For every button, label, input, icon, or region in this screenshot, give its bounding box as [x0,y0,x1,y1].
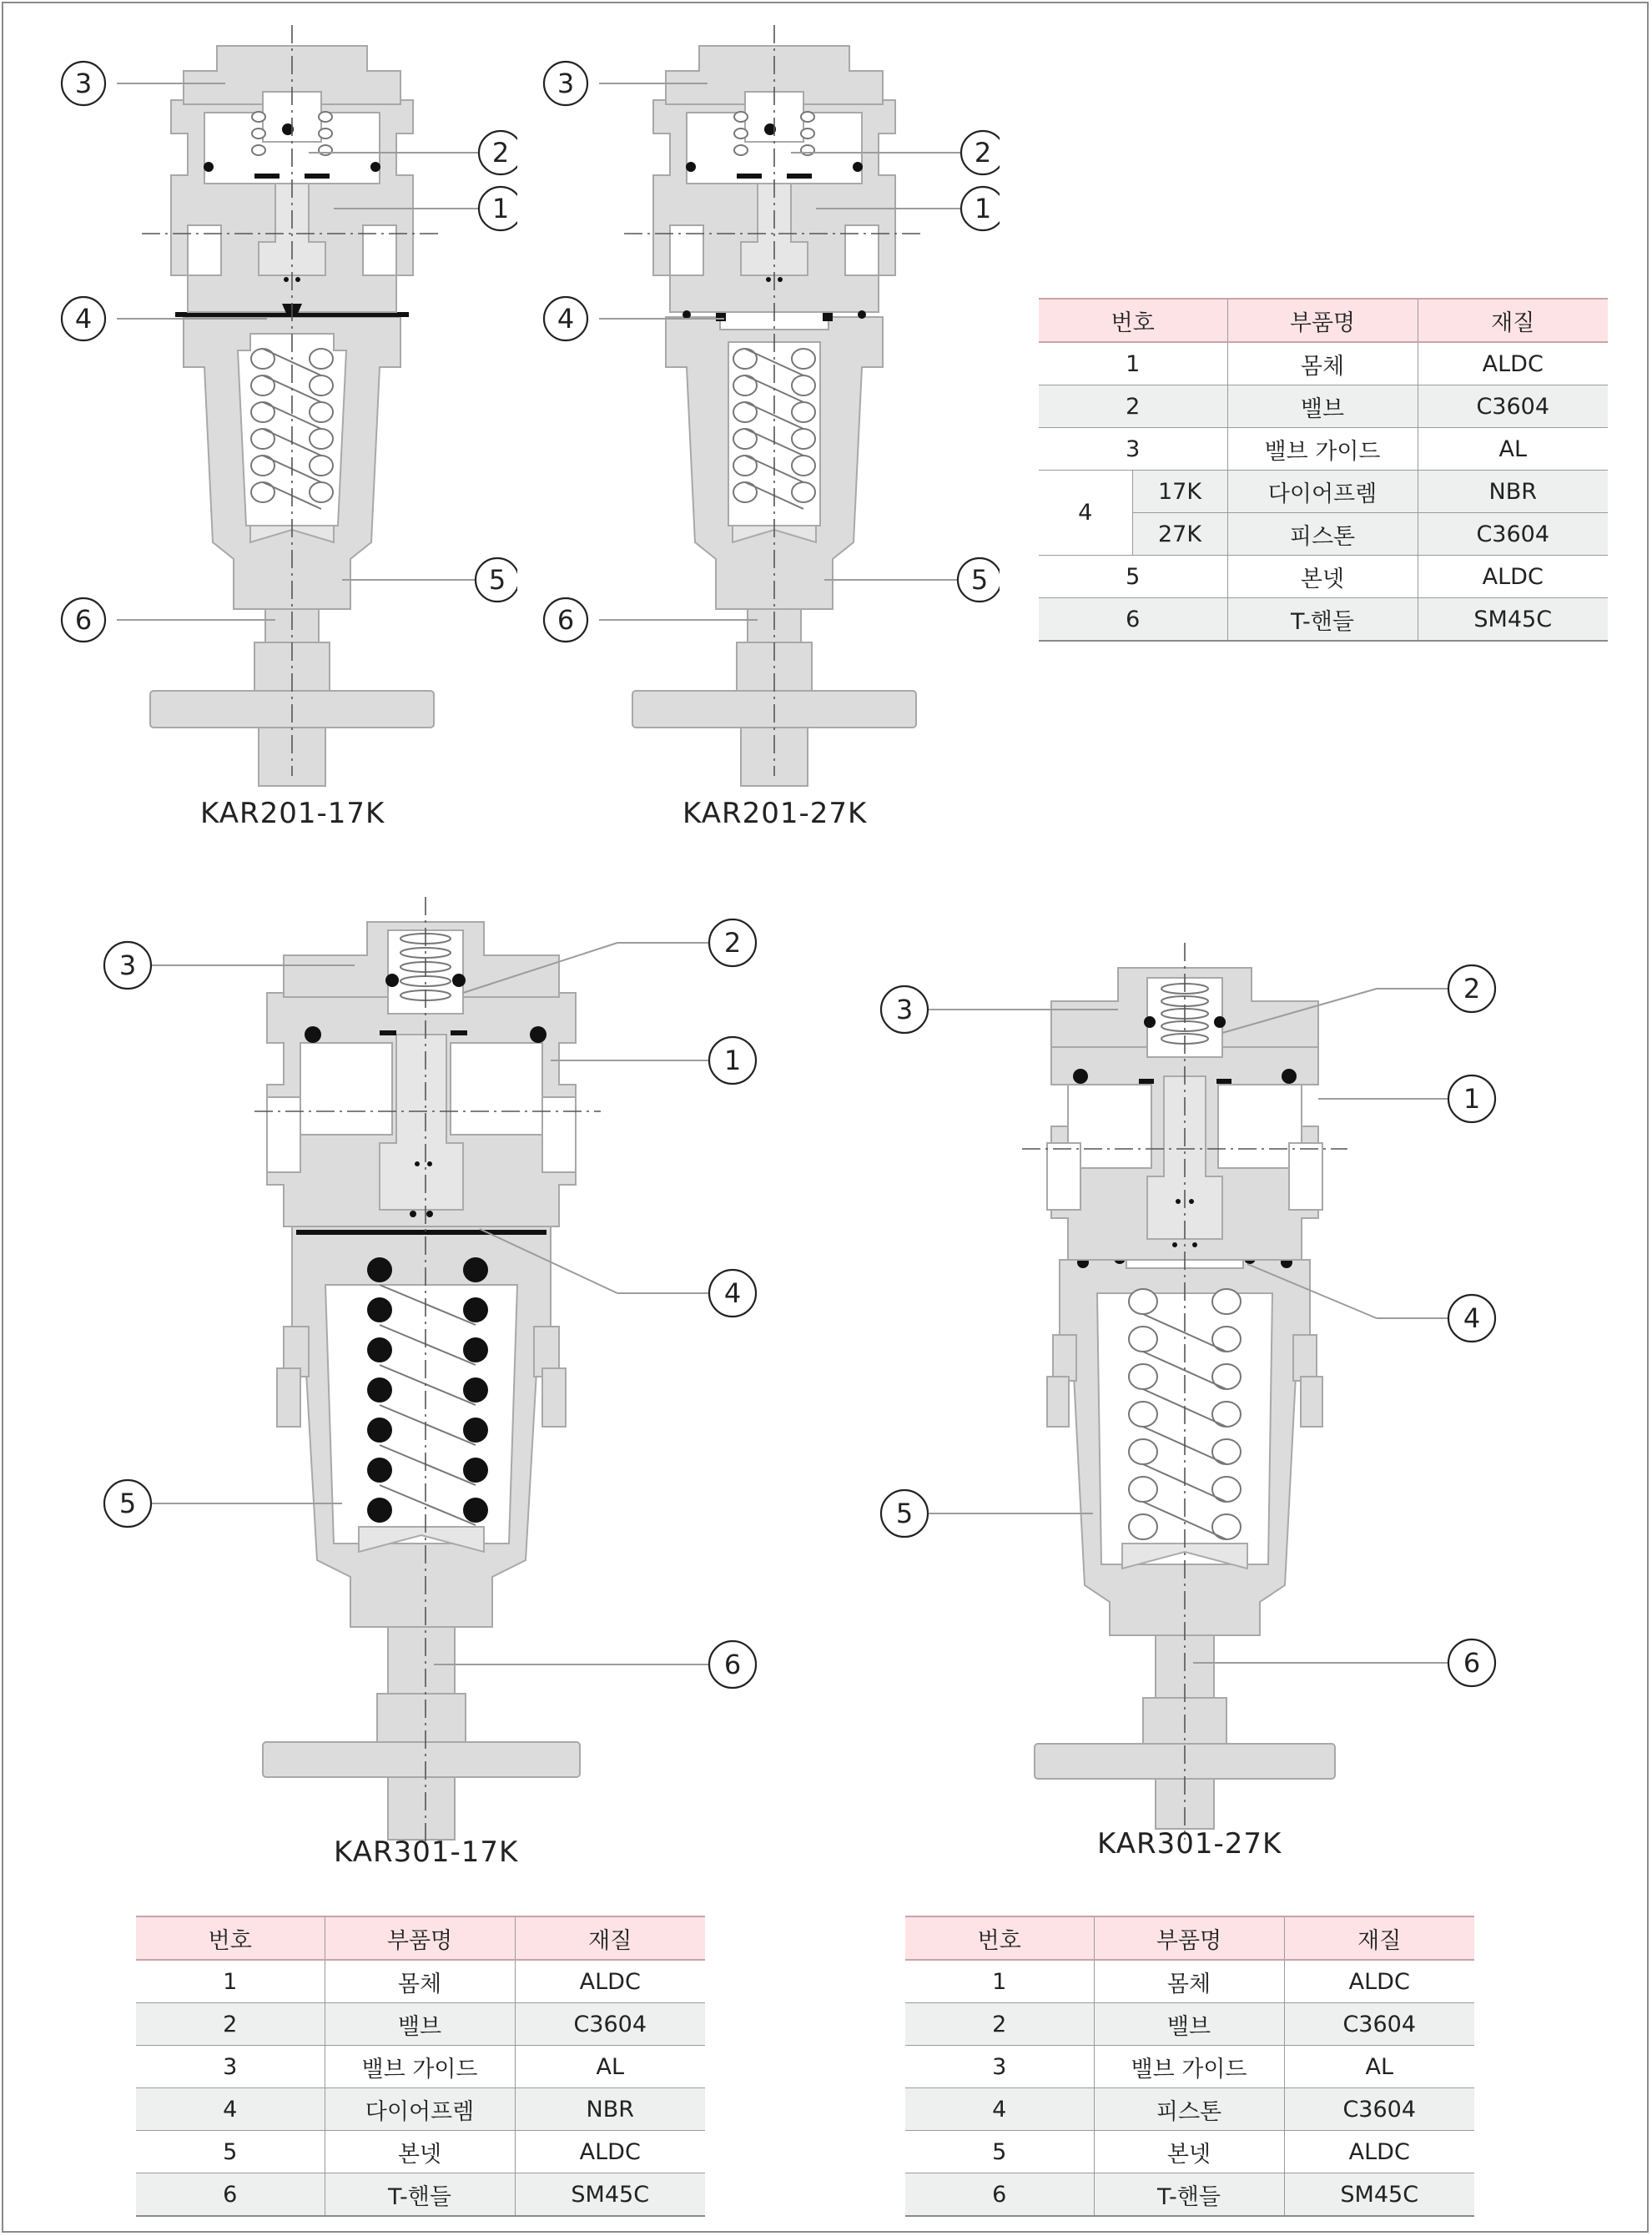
callout-3 [62,62,105,105]
figure-caption: KAR301-27K [1097,1827,1282,1861]
parts-table-kar301-17k [136,1916,705,2217]
regulator-drawing-kar201-17k [50,25,517,843]
table-row: 5 본넷 ALDC [136,2131,705,2173]
callout-5 [104,1480,151,1527]
table-row: 3 밸브 가이드 AL [1039,428,1608,471]
parts-table-kar201 [1039,298,1608,642]
callout-4 [1448,1295,1495,1342]
header-no: 번호 [136,1916,325,1960]
header-no: 번호 [1039,299,1227,342]
svg-text:6: 6 [1463,1647,1481,1679]
callout-2 [1448,965,1495,1012]
callout-4 [544,297,587,340]
figure-kar201-27k [532,25,1000,843]
svg-text:6: 6 [557,604,575,636]
callout-2 [479,131,517,174]
table-row: 3 밸브 가이드 AL [136,2046,705,2088]
table-row: 4 17K 다이어프렘 NBR [1039,471,1608,513]
header-part: 부품명 [325,1916,515,1960]
svg-text:6: 6 [74,604,93,636]
svg-text:1: 1 [491,193,510,224]
table-row: 1 몸체 ALDC [136,1960,705,2003]
svg-text:4: 4 [1463,1302,1481,1334]
svg-text:5: 5 [488,564,506,596]
table-row: 6 T-핸들 SM45C [905,2173,1474,2217]
table-row: 3 밸브 가이드 AL [905,2046,1474,2088]
callout-4 [62,297,105,340]
callout-2 [961,131,1000,174]
svg-text:2: 2 [974,137,992,169]
svg-text:5: 5 [895,1498,914,1529]
svg-text:5: 5 [970,564,989,596]
callout-4 [709,1270,756,1317]
svg-text:2: 2 [491,137,510,169]
callout-6 [709,1641,756,1688]
figure-kar301-17k [83,893,784,1894]
callout-1 [479,187,517,230]
svg-text:5: 5 [118,1488,137,1519]
callout-1 [961,187,1000,230]
header-material: 재질 [1284,1916,1474,1960]
callout-2 [709,919,756,966]
figure-kar301-27k [868,943,1602,1877]
svg-text:4: 4 [723,1277,742,1309]
callout-3 [104,942,151,989]
svg-text:4: 4 [74,303,93,335]
table-row: 1 몸체 ALDC [905,1960,1474,2003]
svg-text:3: 3 [557,68,575,99]
regulator-drawing-kar301-27k [868,943,1602,1877]
table-row: 2 밸브 C3604 [905,2003,1474,2046]
table-row: 2 밸브 C3604 [136,2003,705,2046]
table-row: 4 다이어프렘 NBR [136,2088,705,2131]
svg-text:3: 3 [118,949,137,981]
regulator-drawing-kar201-27k [532,25,1000,843]
table-header-row [136,1916,705,1960]
header-material: 재질 [1418,299,1608,342]
header-no: 번호 [905,1916,1094,1960]
callout-3 [544,62,587,105]
header-part: 부품명 [1227,299,1418,342]
figure-caption: KAR201-17K [200,797,385,830]
table-row: 1 몸체 ALDC [1039,342,1608,385]
svg-text:2: 2 [723,927,742,959]
callout-6 [62,598,105,642]
parts-table-kar301-27k [905,1916,1474,2217]
svg-text:1: 1 [723,1045,742,1076]
table-header-row [1039,299,1608,342]
callout-6 [1448,1639,1495,1686]
callout-5 [881,1490,928,1537]
table-row: 2 밸브 C3604 [1039,385,1608,428]
table-row: 4 피스톤 C3604 [905,2088,1474,2131]
table-row: 5 본넷 ALDC [905,2131,1474,2173]
svg-text:1: 1 [974,193,992,224]
callout-6 [544,598,587,642]
figure-caption: KAR201-27K [682,797,868,830]
diaphragm [296,1230,546,1235]
svg-text:2: 2 [1463,973,1481,1005]
svg-text:1: 1 [1463,1083,1481,1115]
table-header-row [905,1916,1474,1960]
table-row: 27K 피스톤 C3604 [1039,513,1608,556]
figure-caption: KAR301-17K [334,1836,519,1869]
table-row: 5 본넷 ALDC [1039,556,1608,598]
callout-1 [709,1037,756,1084]
svg-text:6: 6 [723,1649,742,1680]
table-row: 6 T-핸들 SM45C [1039,598,1608,642]
svg-text:3: 3 [895,994,914,1025]
svg-text:3: 3 [74,68,93,99]
callout-3 [881,986,928,1033]
header-material: 재질 [515,1916,705,1960]
figure-kar201-17k [50,25,517,843]
regulator-drawing-kar301-17k [83,893,784,1894]
callout-1 [1448,1075,1495,1122]
svg-text:4: 4 [557,303,575,335]
table-row: 6 T-핸들 SM45C [136,2173,705,2217]
header-part: 부품명 [1094,1916,1284,1960]
callout-5 [476,558,517,602]
callout-5 [958,558,1000,602]
